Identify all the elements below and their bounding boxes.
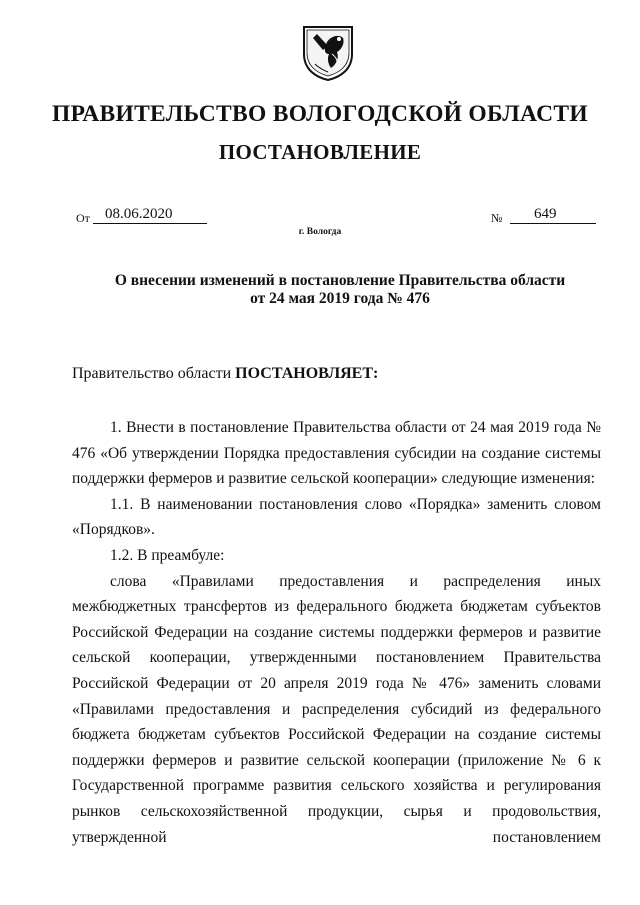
- government-title: ПРАВИТЕЛЬСТВО ВОЛОГОДСКОЙ ОБЛАСТИ: [52, 101, 588, 127]
- document-date: 08.06.2020: [93, 205, 207, 224]
- preamble: [72, 365, 378, 383]
- paragraph-amendment-text: слова «Правилами предоставления и распределения иных межбюджетных трансфертов из федерального бюджета бюджетам субъектов Российской Федерации на создание системы поддержки фермеров и развитие сельской кооперации, утвержденными постановлением Правительства Российской Федерации от 20 апреля 2019 года № 476» заменить словами «Правилами предоставления и распределения субсидий из федерального бюджета бюджетам субъектов Российской Федерации на создание системы поддержки фермеров и развитие сельской кооперации (приложение № 6 к Государственной программе развития сельского хозяйства и регулирования рынков сельскохозяйственной продукции, сырья и продовольствия, утвержденной постановлением: [72, 572, 601, 846]
- coat-of-arms-icon: [301, 24, 355, 82]
- document-body: [72, 415, 601, 850]
- heading-line-2: от 24 мая 2019 года № 476: [250, 290, 430, 307]
- date-label: От: [76, 211, 90, 225]
- number-label: №: [491, 211, 503, 225]
- paragraph-1: 1. Внести в постановление Правительства области от 24 мая 2019 года № 476 «Об утверждении Порядка предоставления субсидии на создание системы поддержки фермеров и развитие сельской кооперации» следующие изменения:: [72, 419, 601, 488]
- city-name: г. Вологда: [298, 227, 342, 237]
- preamble-lead: Правительство области: [72, 365, 232, 382]
- paragraph-1-2: 1.2. В преамбуле:: [110, 546, 225, 564]
- paragraph-1-1: 1.1. В наименовании постановления слово «Порядка» заменить словом «Порядков».: [72, 495, 601, 539]
- document-heading: [60, 272, 620, 308]
- preamble-resolves: ПОСТАНОВЛЯЕТ:: [235, 365, 379, 382]
- document-number: 649: [510, 205, 596, 224]
- document-type: ПОСТАНОВЛЕНИЕ: [218, 140, 422, 164]
- heading-line-1: О внесении изменений в постановление Правительства области: [114, 272, 566, 289]
